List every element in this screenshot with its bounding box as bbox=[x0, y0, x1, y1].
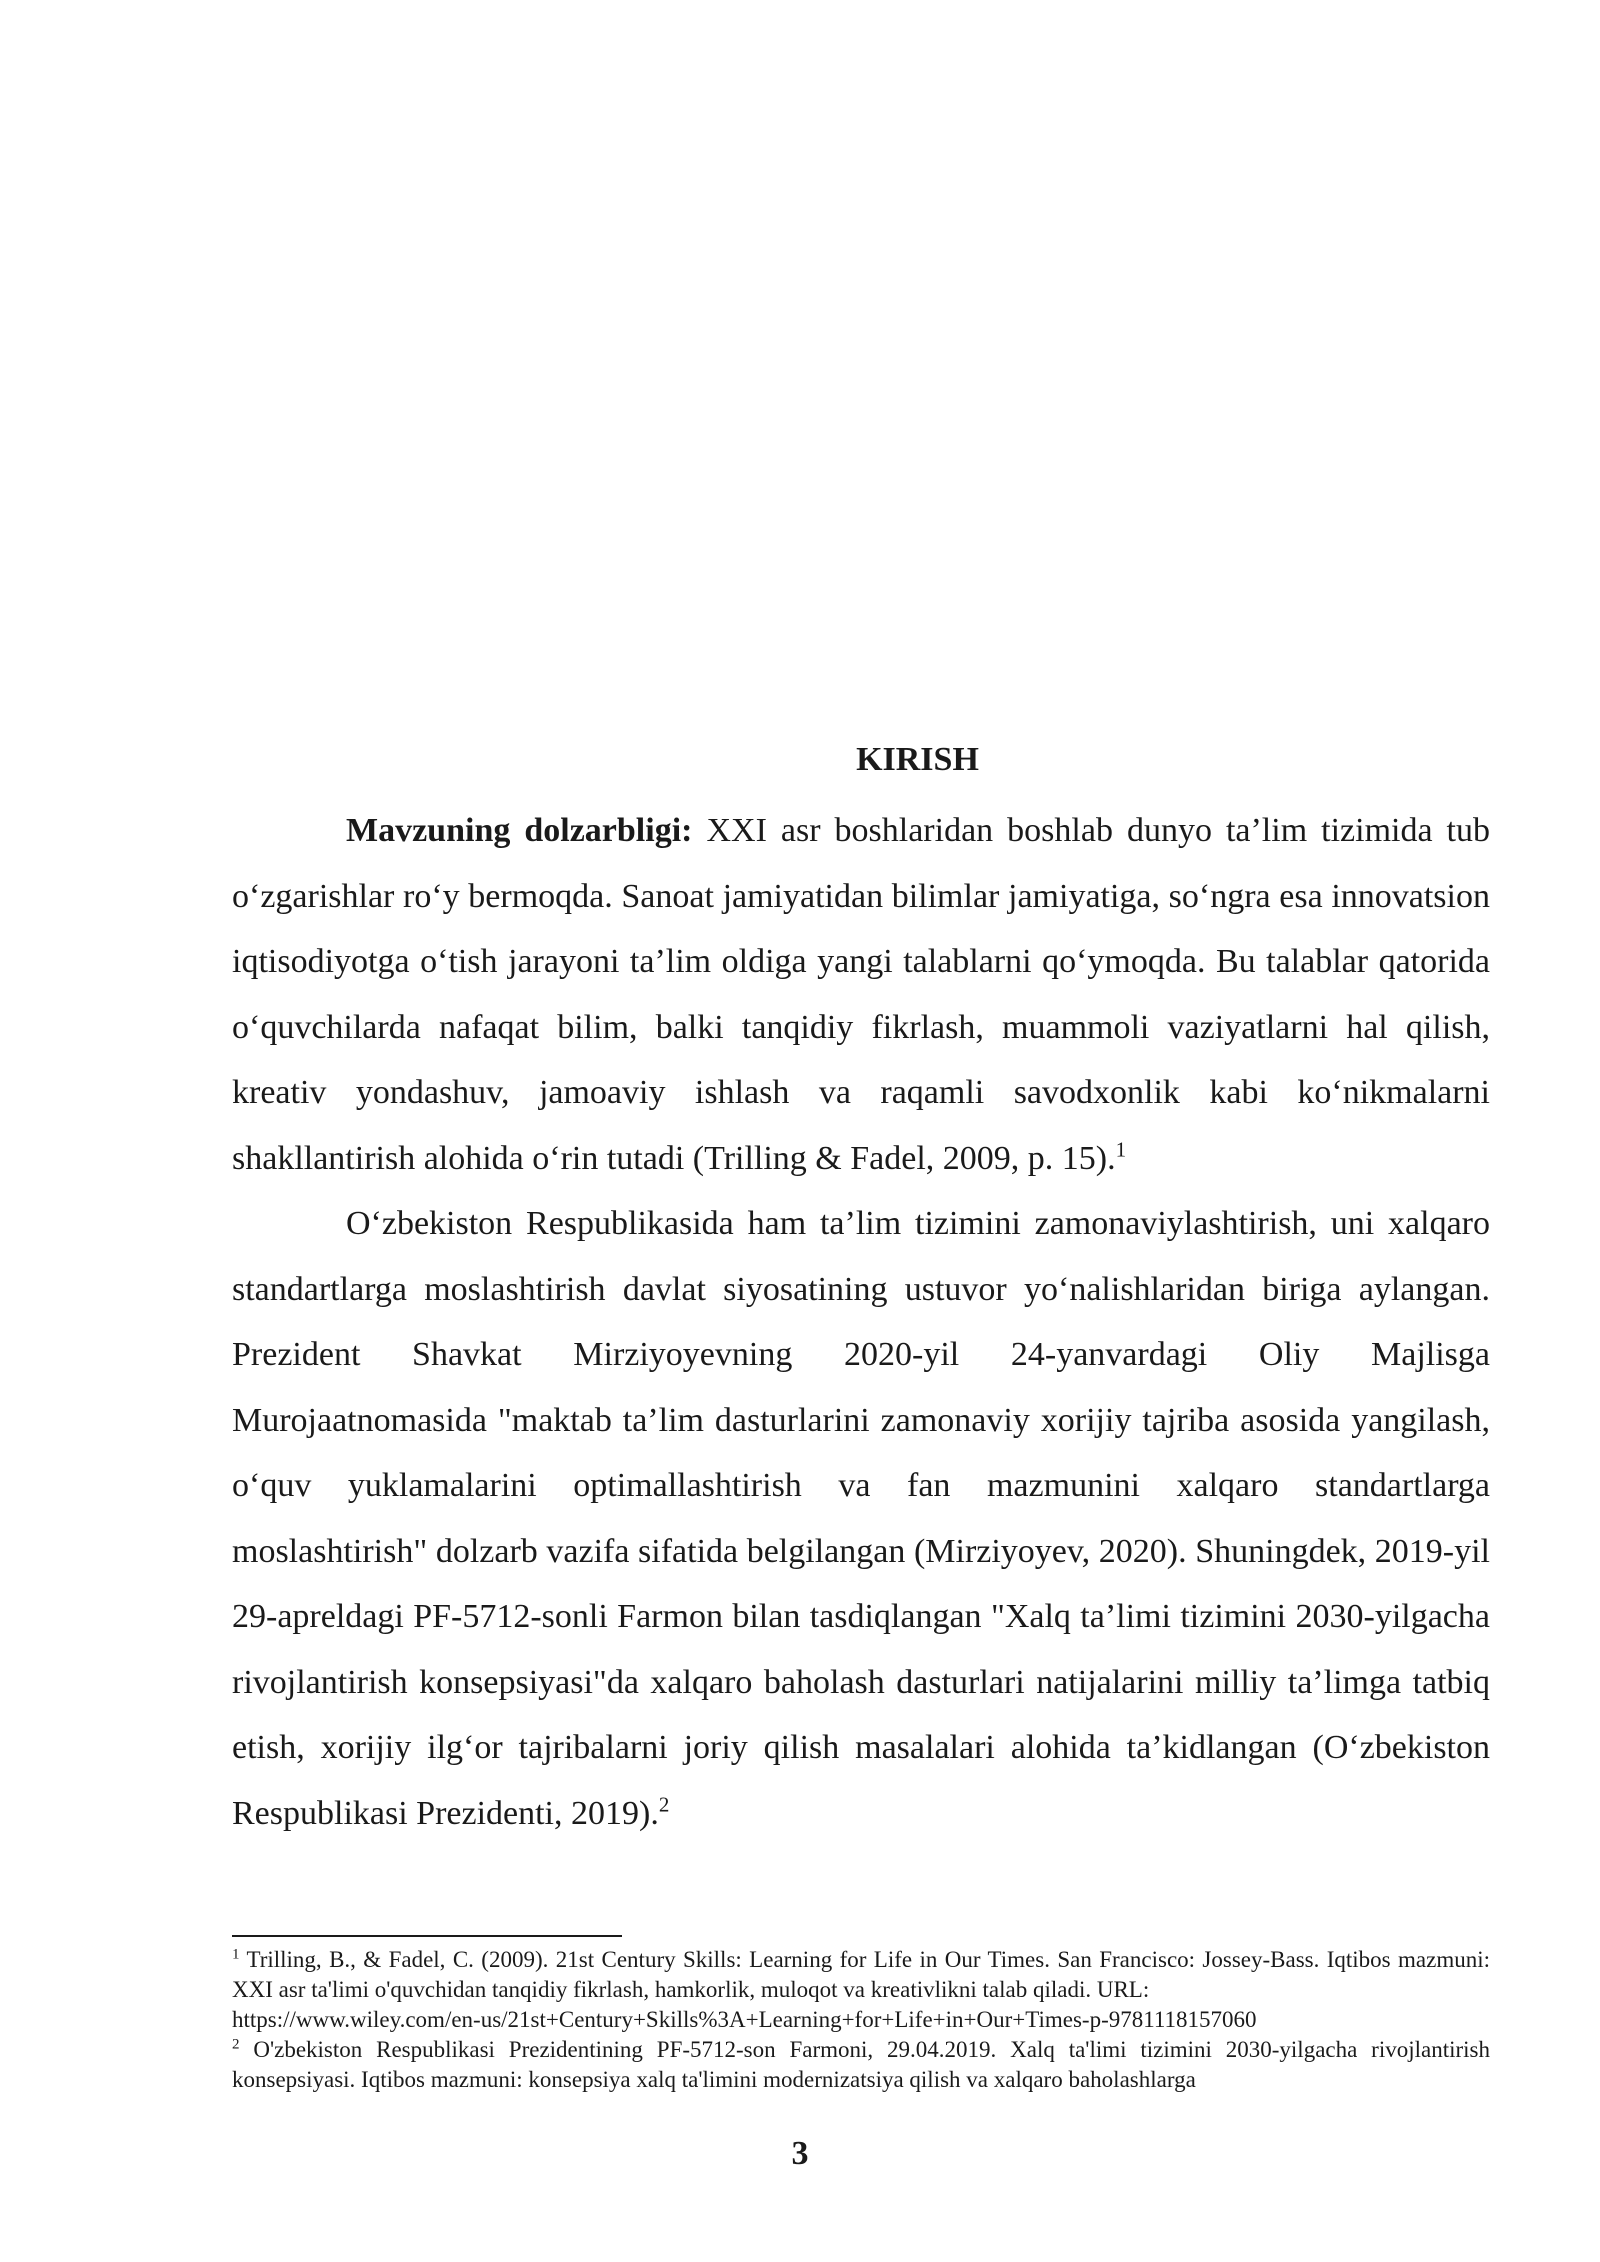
page-number: 3 bbox=[791, 2135, 809, 2172]
section-heading: KIRISH bbox=[856, 741, 979, 778]
footnote-url[interactable]: https://www.wiley.com/en-us/21st+Century+Skills%3A+Learning+for+Life+in+Our+Times-p-9781118157060 bbox=[232, 2007, 1257, 2032]
footnote-text: Trilling, B., & Fadel, C. (2009). 21st Century Skills: Learning for Life in Our Times. San Francisco: Jossey-Bass. Iqtibos mazmuni: XXI asr ta'limi o'quvchidan tanqidiy fikrlash, hamkorlik, muloqot va kreativlikni talab qiladi. URL: bbox=[232, 1947, 1490, 2002]
footnotes bbox=[232, 1945, 1490, 2095]
footnote-separator bbox=[232, 1935, 622, 1937]
footnote-text: O'zbekiston Respublikasi Prezidentining PF-5712-son Farmoni, 29.04.2019. Xalq ta'limi tizimini 2030-yilgacha rivojlantirish konsepsiyasi. Iqtibos mazmuni: konsepsiya xalq ta'limini modernizatsiya qilish va xalqaro baholashlarga bbox=[232, 2037, 1490, 2092]
footnote-item bbox=[232, 1945, 1490, 2035]
footnote-item bbox=[232, 2035, 1490, 2095]
paragraph-relevance bbox=[232, 798, 1490, 1191]
footnote-ref[interactable]: 2 bbox=[658, 1792, 670, 1817]
paragraph-text: XXI asr boshlaridan boshlab dunyo ta’lim tizimida tub o‘zgarishlar ro‘y bermoqda. Sanoat jamiyatidan bilimlar jamiyatiga, so‘ngra esa innovatsion iqtisodiyotga o‘tish jarayoni ta’lim oldiga yangi talablarni qo‘ymoqda. Bu talablar qatorida o‘quvchilarda nafaqat bilim, balki tanqidiy fikrlash, muammoli vaziyatlarni hal qilish, kreativ yondashuv, jamoaviy ishlash va raqamli savodxonlik kabi ko‘nikmalarni shakllantirish alohida o‘rin tutadi (Trilling & Fadel, 2009, p. 15). bbox=[232, 812, 1490, 1177]
paragraph-uzbekistan bbox=[232, 1191, 1490, 1846]
paragraph-text: O‘zbekiston Respublikasida ham ta’lim tizimini zamonaviylashtirish, uni xalqaro standartlarga moslashtirish davlat siyosatining ustuvor yo‘nalishlaridan biriga aylangan. Prezident Shavkat Mirziyoyevning 2020-yil 24-yanvardagi Oliy Majlisga Murojaatnomasida "maktab ta’lim dasturlarini zamonaviy xorijiy tajriba asosida yangilash, o‘quv yuklamalarini optimallashtirish va fan mazmunini xalqaro standartlarga moslashtirish" dolzarb vazifa sifatida belgilangan (Mirziyoyev, 2020). Shuningdek, 2019-yil 29-apreldagi PF-5712-sonli Farmon bilan tasdiqlangan "Xalq ta’limi tizimini 2030-yilgacha rivojlantirish konsepsiyasi"da xalqaro baholash dasturlari natijalarini milliy ta’limga tatbiq etish, xorijiy ilg‘or tajribalarni joriy qilish masalalari alohida ta’kidlangan (O‘zbekiston Respublikasi Prezidenti, 2019). bbox=[232, 1205, 1490, 1832]
footnote-number: 1 bbox=[232, 1946, 240, 1963]
footnote-ref[interactable]: 1 bbox=[1115, 1137, 1127, 1162]
body-text bbox=[232, 798, 1490, 1846]
paragraph-lead: Mavzuning dolzarbligi: bbox=[346, 812, 693, 849]
footnote-number: 2 bbox=[232, 2036, 240, 2053]
